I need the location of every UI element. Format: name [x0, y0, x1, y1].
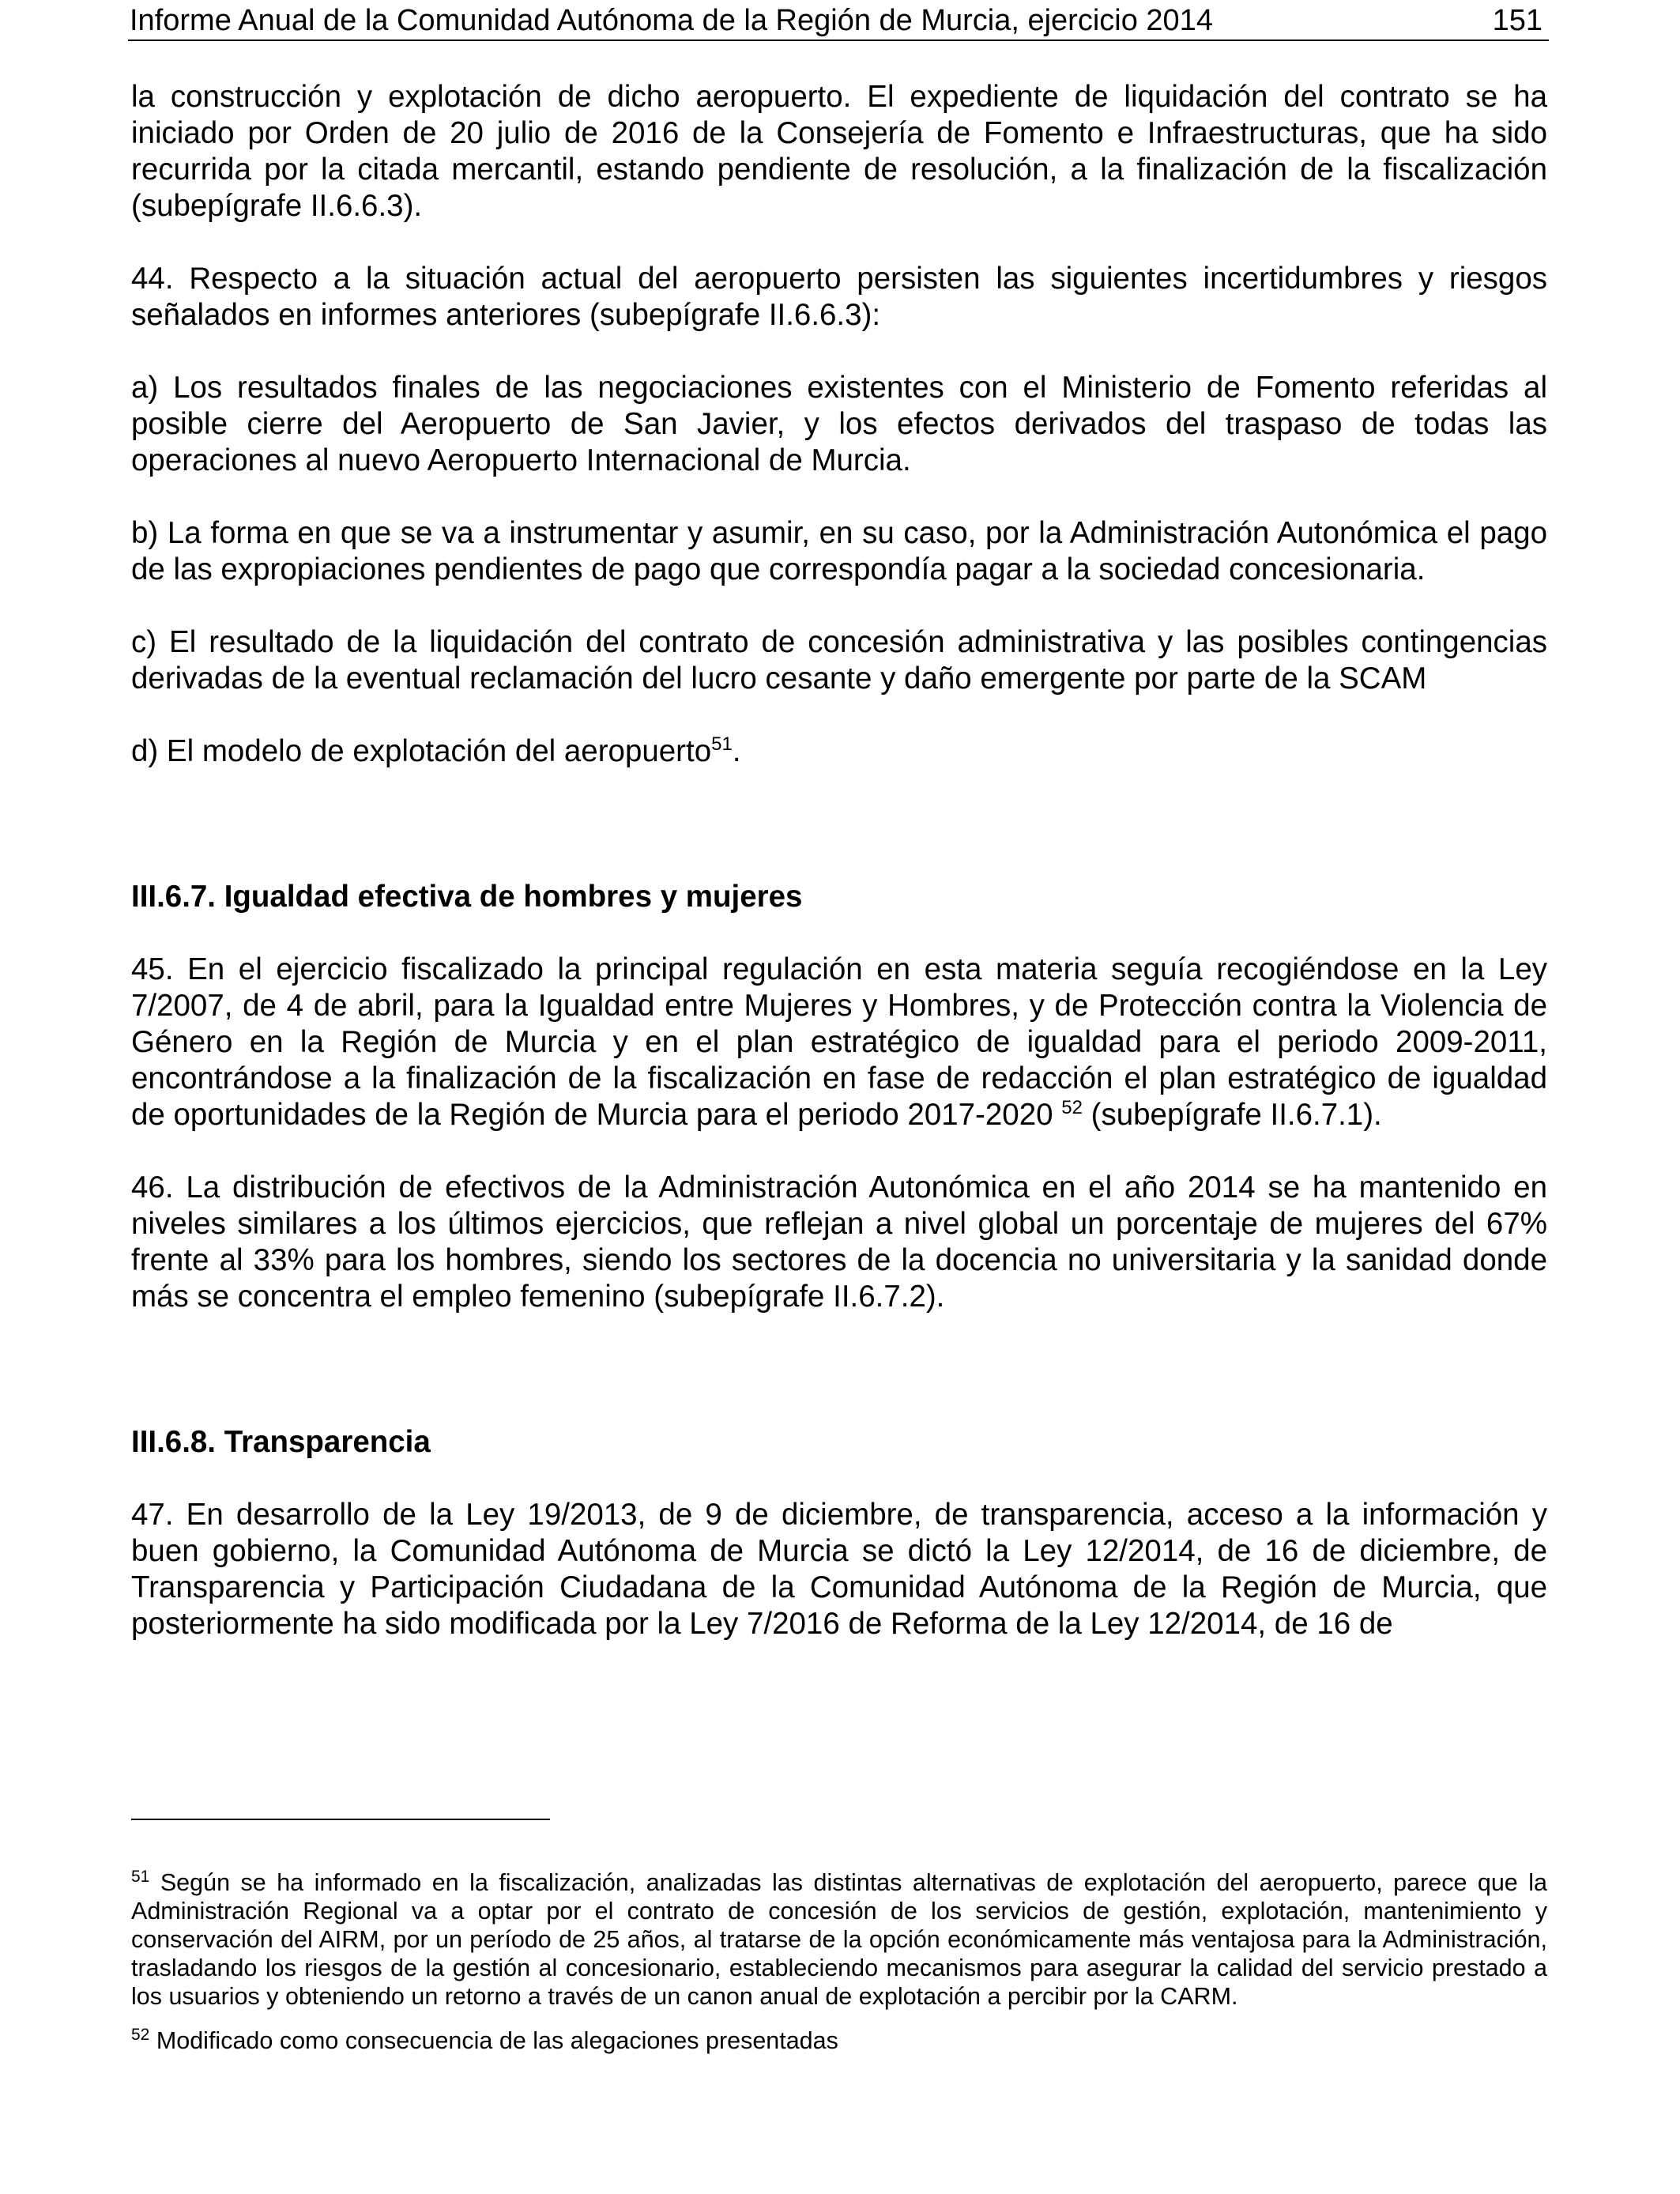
paragraph-44: 44. Respecto a la situación actual del aeropuerto persisten las siguientes incertidumbres y riesgos señalados en informes anteriores (subepígrafe II.6.6.3):	[131, 262, 1547, 332]
footnote-51-mark: 51	[131, 1867, 150, 1886]
page-number: 151	[1492, 4, 1543, 37]
footnote-52-mark: 52	[131, 2025, 150, 2044]
paragraph-continuation: la construcción y explotación de dicho aeropuerto. El expediente de liquidación del contrato se ha iniciado por Orden de 20 julio de 2016 de la Consejería de Fomento e Infraestructuras, que ha sido recurrida por la citada mercantil, estando pendiente de resolución, a la finalización de la fiscalización (subepígrafe II.6.6.3).	[131, 80, 1547, 223]
footnote-51	[131, 1868, 1547, 2011]
paragraph-44-a: a) Los resultados finales de las negociaciones existentes con el Ministerio de Fomento referidas al posible cierre del Aeropuerto de San Javier, y los efectos derivados del traspaso de todas las operaciones al nuevo Aeropuerto Internacional de Murcia.	[131, 371, 1547, 477]
running-header	[128, 2, 1549, 41]
header-title: Informe Anual de la Comunidad Autónoma de la Región de Murcia, ejercicio 2014	[130, 4, 1213, 37]
footnotes	[131, 1868, 1547, 2071]
paragraph-44-c: c) El resultado de la liquidación del contrato de concesión administrativa y las posibles contingencias derivadas de la eventual reclamación del lucro cesante y daño emergente por parte de la SCAM	[131, 625, 1547, 696]
paragraph-46: 46. La distribución de efectivos de la Administración Autonómica en el año 2014 se ha mantenido en niveles similares a los últimos ejercicios, que reflejan a nivel global un porcentaje de mujeres del 67% frente al 33% para los hombres, siendo los sectores de la docencia no universitaria y la sanidad donde más se concentra el empleo femenino (subepígrafe II.6.7.2).	[131, 1171, 1547, 1314]
footnote-52-text: Modificado como consecuencia de las alegaciones presentadas	[156, 2027, 838, 2054]
footnote-52	[131, 2026, 1547, 2055]
paragraph-44-d-end: .	[732, 734, 741, 768]
footnote-ref-52[interactable]: 52	[1061, 1097, 1083, 1119]
footnote-separator	[131, 1819, 550, 1820]
body-text	[131, 79, 1547, 1642]
paragraph-45	[131, 952, 1547, 1133]
paragraph-44-b: b) La forma en que se va a instrumentar y asumir, en su caso, por la Administración Autonómica el pago de las expropiaciones pendientes de pago que correspondía pagar a la sociedad concesionaria.	[131, 516, 1547, 586]
footnote-ref-51[interactable]: 51	[711, 733, 733, 756]
paragraph-44-d	[131, 733, 1547, 770]
paragraph-45-end: (subepígrafe II.6.7.1).	[1090, 1098, 1382, 1132]
heading-transparencia: III.6.8. Transparencia	[131, 1425, 431, 1459]
paragraph-47: 47. En desarrollo de la Ley 19/2013, de 9 de diciembre, de transparencia, acceso a la información y buen gobierno, la Comunidad Autónoma de Murcia se dictó la Ley 12/2014, de 16 de diciembre, de Transparencia y Participación Ciudadana de la Comunidad Autónoma de la Región de Murcia, que posteriormente ha sido modificada por la Ley 7/2016 de Reforma de la Ley 12/2014, de 16 de	[131, 1498, 1547, 1641]
paragraph-44-d-text: d) El modelo de explotación del aeropuerto	[131, 734, 712, 768]
heading-igualdad: III.6.7. Igualdad efectiva de hombres y mujeres	[131, 880, 803, 914]
footnote-51-text: Según se ha informado en la fiscalización, analizadas las distintas alternativas de explotación del aeropuerto, parece que la Administración Regional va a optar por el contrato de concesión de los servicios de gestión, explotación, mantenimiento y conservación del AIRM, por un período de 25 años, al tratarse de la opción económicamente más ventajosa para la Administración, trasladando los riesgos de la gestión al concesionario, estableciendo mecanismos para asegurar la calidad del servicio prestado a los usuarios y obteniendo un retorno a través de un canon anual de explotación a percibir por la CARM.	[131, 1869, 1547, 2010]
paragraph-45-text: 45. En el ejercicio fiscalizado la principal regulación en esta materia seguía recogiéndose en la Ley 7/2007, de 4 de abril, para la Igualdad entre Mujeres y Hombres, y de Protección contra la Violencia de Género en la Región de Murcia y en el plan estratégico de igualdad para el periodo 2009-2011, encontrándose a la finalización de la fiscalización en fase de redacción el plan estratégico de igualdad de oportunidades de la Región de Murcia para el periodo 2017-2020	[131, 952, 1547, 1132]
